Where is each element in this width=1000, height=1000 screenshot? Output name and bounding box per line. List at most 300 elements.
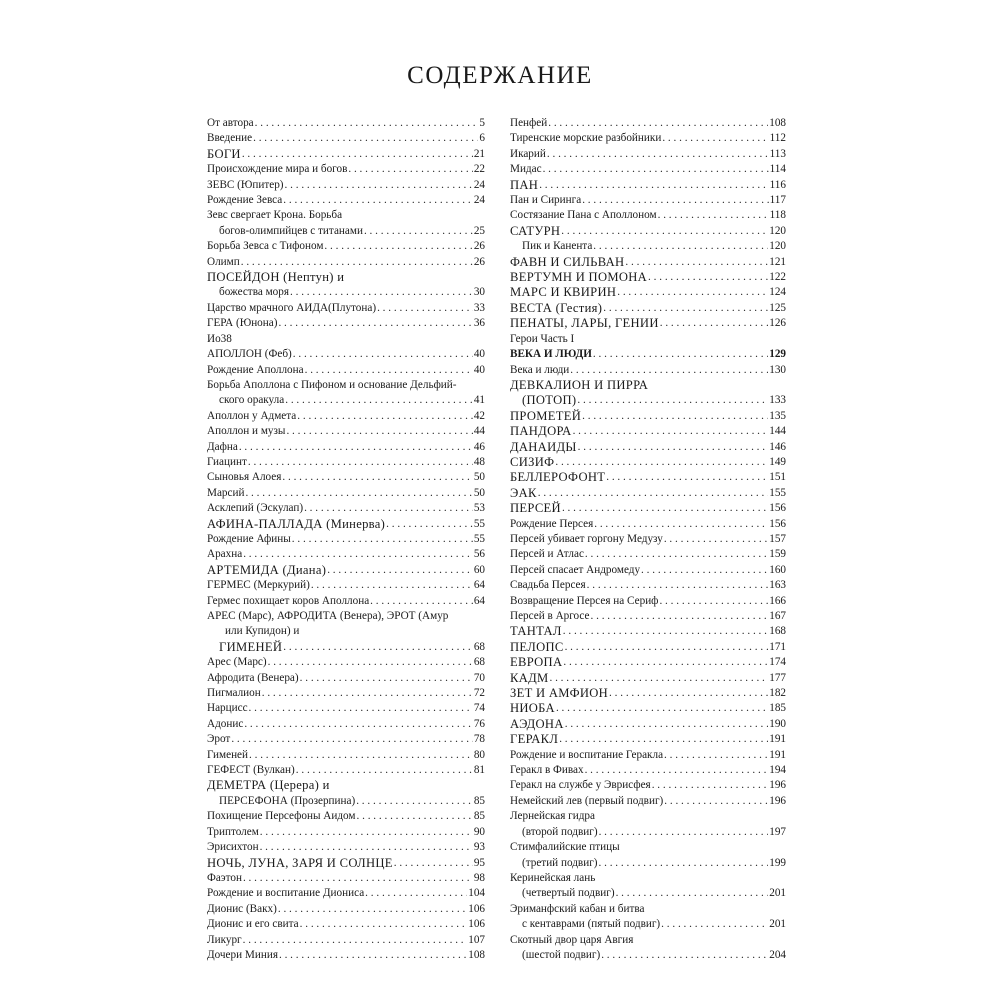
toc-entry-title: ЕВРОПА bbox=[510, 655, 563, 670]
dot-leader bbox=[659, 594, 768, 609]
toc-entry-title: Сыновья Алоея bbox=[207, 471, 282, 484]
toc-entry bbox=[510, 239, 786, 254]
toc-page-number: 197 bbox=[769, 825, 786, 838]
toc-page-number: 196 bbox=[769, 779, 786, 792]
toc-page-number: 25 bbox=[473, 224, 485, 237]
toc-entry-title: Рождение Зевса bbox=[207, 194, 283, 207]
toc-entry bbox=[510, 701, 786, 716]
toc-page-number: 90 bbox=[473, 825, 485, 838]
dot-leader bbox=[242, 147, 473, 162]
toc-entry-title: Афродита (Венера) bbox=[207, 671, 299, 684]
toc-entry-title: КАДМ bbox=[510, 670, 549, 685]
dot-leader bbox=[260, 825, 473, 840]
toc-page-number: 95 bbox=[473, 856, 485, 869]
toc-entry-title: Дионис (Вакх) bbox=[207, 902, 277, 915]
toc-entry-title: Мидас bbox=[510, 163, 542, 176]
toc-entry-title: Возвращение Персея на Сериф bbox=[510, 594, 659, 607]
toc-entry-title: Персей спасает Андромеду bbox=[510, 563, 641, 576]
toc-page-number: 194 bbox=[769, 764, 786, 777]
dot-leader bbox=[282, 470, 472, 485]
toc-page-number: 50 bbox=[473, 486, 485, 499]
page-title: СОДЕРЖАНИЕ bbox=[407, 62, 593, 89]
toc-page-number: 106 bbox=[468, 902, 485, 915]
toc-entry-title: АПОЛЛОН (Феб) bbox=[207, 348, 292, 361]
toc-entry-title: ВЕРТУМН И ПОМОНА bbox=[510, 270, 648, 285]
dot-leader bbox=[356, 794, 473, 809]
toc-entry bbox=[510, 517, 786, 532]
dot-leader bbox=[625, 255, 768, 270]
dot-leader bbox=[327, 563, 473, 578]
toc-page-number: 114 bbox=[769, 163, 786, 176]
dot-leader bbox=[662, 131, 768, 146]
dot-leader bbox=[248, 455, 473, 470]
toc-entry bbox=[510, 856, 786, 871]
dot-leader bbox=[377, 301, 473, 316]
toc-entry-title: Триптолем bbox=[207, 825, 259, 838]
dot-leader bbox=[262, 686, 473, 701]
dot-leader bbox=[249, 748, 473, 763]
toc-entry bbox=[510, 116, 786, 131]
toc-entry-title: Рождение Персея bbox=[510, 517, 594, 530]
dot-leader bbox=[538, 486, 769, 501]
toc-entry-title: Состязание Пана с Аполлоном bbox=[510, 209, 657, 222]
toc-entry-title: От автора bbox=[207, 117, 254, 129]
toc-page-number: 40 bbox=[473, 348, 485, 361]
toc-page-number: 55 bbox=[473, 532, 485, 545]
toc-page-number: 121 bbox=[769, 255, 786, 268]
toc-entry-title: Пан и Сиринга bbox=[510, 194, 582, 207]
toc-entry-title: ВЕСТА (Гестия) bbox=[510, 300, 603, 315]
toc-page-number: 120 bbox=[769, 224, 786, 237]
toc-entry-title: АЭДОНА bbox=[510, 716, 564, 731]
toc-entry bbox=[207, 933, 485, 948]
toc-entry-title: ГЕРА (Юнона) bbox=[207, 317, 278, 330]
toc-page-number: 33 bbox=[473, 301, 485, 314]
toc-entry bbox=[207, 578, 485, 593]
toc-entry-title: ГЕРАКЛ bbox=[510, 732, 559, 747]
toc-page-number: 113 bbox=[769, 147, 786, 160]
dot-leader bbox=[300, 671, 473, 686]
toc-entry bbox=[207, 840, 485, 855]
toc-entry bbox=[207, 640, 485, 655]
toc-entry bbox=[207, 255, 485, 270]
toc-entry bbox=[510, 671, 786, 686]
toc-entry-title: МАРС И КВИРИН bbox=[510, 285, 617, 300]
toc-entry bbox=[510, 948, 786, 963]
dot-leader bbox=[585, 763, 769, 778]
toc-page-number: 74 bbox=[473, 702, 485, 715]
toc-page-number: 204 bbox=[769, 948, 786, 961]
toc-page-number: 64 bbox=[473, 579, 485, 592]
dot-leader bbox=[255, 116, 479, 131]
toc-entry-title: ПРОМЕТЕЙ bbox=[510, 408, 582, 423]
dot-leader bbox=[562, 501, 768, 516]
toc-entry bbox=[510, 501, 786, 516]
toc-entry-title: Века и люди bbox=[510, 363, 570, 376]
toc-page-number: 191 bbox=[769, 733, 786, 746]
toc-entry-title: Борьба Аполлона с Пифоном и основание Дельфий- bbox=[207, 378, 457, 391]
toc-page-number: 196 bbox=[769, 794, 786, 807]
toc-page-number: 98 bbox=[473, 871, 485, 884]
toc-entry bbox=[510, 732, 786, 747]
toc-entry bbox=[207, 316, 485, 331]
toc-page-number: 70 bbox=[473, 671, 485, 684]
toc-page-number: 78 bbox=[473, 733, 485, 746]
dot-leader bbox=[593, 347, 768, 362]
toc-page-number: 106 bbox=[468, 918, 485, 931]
toc-entry bbox=[207, 239, 485, 254]
toc-entry bbox=[207, 825, 485, 840]
dot-leader bbox=[549, 671, 768, 686]
dot-leader bbox=[664, 532, 768, 547]
toc-entry bbox=[207, 886, 485, 901]
toc-entry bbox=[510, 655, 786, 670]
toc-entry-title: Рождение Аполлона bbox=[207, 363, 304, 376]
toc-entry-title: Адонис bbox=[207, 717, 244, 730]
toc-entry-title: ПОСЕЙДОН (Нептун) и bbox=[207, 270, 345, 285]
dot-leader bbox=[582, 193, 768, 208]
toc-page-number: 118 bbox=[769, 209, 786, 222]
dot-leader bbox=[577, 393, 768, 408]
toc-entry bbox=[207, 794, 485, 809]
toc-entry bbox=[510, 578, 786, 593]
toc-entry-title: богов-олимпийцев с титанами bbox=[219, 224, 363, 237]
toc-page-number: 22 bbox=[473, 163, 485, 176]
toc-entry bbox=[510, 255, 786, 270]
toc-entry bbox=[510, 917, 786, 932]
toc-entry bbox=[207, 455, 485, 470]
toc-page-number: 177 bbox=[769, 671, 786, 684]
toc-page-number: 53 bbox=[473, 502, 485, 515]
dot-leader bbox=[300, 917, 468, 932]
toc-page-number: 48 bbox=[473, 455, 485, 468]
toc-page-number: 68 bbox=[473, 640, 485, 653]
toc-entry-title: Происхождение мира и богов bbox=[207, 163, 348, 176]
toc-entry bbox=[207, 871, 485, 886]
toc-entry bbox=[207, 162, 485, 177]
toc-entry bbox=[510, 763, 786, 778]
toc-page-number: 42 bbox=[473, 409, 485, 422]
toc-entry-title: с кентаврами (пятый подвиг) bbox=[522, 918, 661, 931]
toc-column-right bbox=[510, 116, 786, 963]
dot-leader bbox=[292, 532, 473, 547]
toc-entry-title: ДЕМЕТРА (Церера) и bbox=[207, 778, 330, 793]
toc-page-number: 191 bbox=[769, 748, 786, 761]
toc-page-number: 174 bbox=[769, 656, 786, 669]
toc-entry-title: Тиренские морские разбойники bbox=[510, 132, 662, 145]
toc-entry-title: АФИНА-ПАЛЛАДА (Минерва) bbox=[207, 516, 386, 531]
toc-entry bbox=[510, 224, 786, 239]
dot-leader bbox=[573, 424, 769, 439]
toc-page-number: 166 bbox=[769, 594, 786, 607]
dot-leader bbox=[594, 517, 768, 532]
dot-leader bbox=[641, 563, 768, 578]
toc-page-number: 156 bbox=[769, 502, 786, 515]
toc-entry-title: АРТЕМИДА (Диана) bbox=[207, 562, 327, 577]
dot-leader bbox=[268, 655, 473, 670]
toc-entry-title: Персей в Аргосе bbox=[510, 610, 590, 622]
toc-entry-title: ЗЕТ И АМФИОН bbox=[510, 686, 609, 701]
toc-entry-title: Рождение и воспитание Диониса bbox=[207, 887, 365, 900]
dot-leader bbox=[658, 208, 769, 223]
toc-entry-title: Царство мрачного АИДА(Плутона) bbox=[207, 301, 377, 314]
toc-entry-title: БОГИ bbox=[207, 146, 241, 161]
toc-entry bbox=[207, 732, 485, 747]
toc-entry-title: СИЗИФ bbox=[510, 454, 555, 469]
toc-entry-title: (третий подвиг) bbox=[522, 856, 598, 869]
toc-page-number: 122 bbox=[769, 271, 786, 284]
toc-entry bbox=[207, 532, 485, 547]
dot-leader bbox=[561, 224, 768, 239]
dot-leader bbox=[278, 316, 472, 331]
toc-entry-title: Скотный двор царя Авгия bbox=[510, 933, 634, 946]
toc-entry bbox=[207, 948, 485, 963]
toc-entry-title: Зевс свергает Крона. Борьба bbox=[207, 209, 343, 222]
dot-leader bbox=[364, 224, 473, 239]
toc-entry-title: ЗЕВС (Юпитер) bbox=[207, 178, 284, 191]
toc-entry bbox=[510, 363, 786, 378]
toc-entry-title: Геракл в Фивах bbox=[510, 764, 584, 777]
dot-leader bbox=[243, 933, 468, 948]
toc-page-number: 160 bbox=[769, 563, 786, 576]
dot-leader bbox=[285, 393, 473, 408]
toc-entry bbox=[510, 440, 786, 455]
toc-entry bbox=[510, 748, 786, 763]
toc-column-left bbox=[207, 116, 485, 963]
toc-page-number: 76 bbox=[473, 717, 485, 730]
toc-entry bbox=[510, 270, 786, 285]
toc-entry bbox=[207, 470, 485, 485]
toc-entry bbox=[510, 470, 786, 485]
dot-leader bbox=[231, 732, 472, 747]
toc-entry-title: БЕЛЛЕРОФОНТ bbox=[510, 470, 606, 485]
toc-entry bbox=[207, 363, 485, 378]
toc-entry bbox=[510, 825, 786, 840]
toc-page-number: 60 bbox=[473, 563, 485, 576]
toc-entry bbox=[207, 717, 485, 732]
toc-page-number: 190 bbox=[769, 717, 786, 730]
dot-leader bbox=[283, 640, 473, 655]
toc-page-number: 21 bbox=[473, 147, 485, 160]
toc-page-number: 80 bbox=[473, 748, 485, 761]
toc-entry bbox=[510, 532, 786, 547]
toc-page-number: 201 bbox=[769, 918, 786, 931]
dot-leader bbox=[243, 547, 473, 562]
toc-page-number: 85 bbox=[473, 810, 485, 823]
toc-entry bbox=[207, 224, 485, 239]
toc-entry-title: Асклепий (Эскулап) bbox=[207, 502, 304, 515]
dot-leader bbox=[547, 147, 769, 162]
dot-leader bbox=[616, 886, 769, 901]
toc-page-number: 199 bbox=[769, 856, 786, 869]
toc-entry bbox=[510, 131, 786, 146]
dot-leader bbox=[304, 501, 473, 516]
toc-entry-title: Аполлон и музы bbox=[207, 425, 286, 438]
toc-entry-title: ВЕКА И ЛЮДИ bbox=[510, 348, 592, 361]
toc-entry bbox=[207, 486, 485, 501]
toc-entry-title: Арахна bbox=[207, 548, 243, 561]
dot-leader bbox=[617, 285, 768, 300]
toc-entry-title: ГЕФЕСТ (Вулкан) bbox=[207, 764, 295, 777]
toc-entry bbox=[207, 193, 485, 208]
toc-page-number: 55 bbox=[473, 517, 485, 530]
dot-leader bbox=[311, 578, 473, 593]
toc-entry-title: Персей убивает горгону Медузу bbox=[510, 532, 663, 545]
toc-entry-title: (шестой подвиг) bbox=[522, 948, 601, 961]
toc-page-number: 135 bbox=[769, 409, 786, 422]
toc-entry-title: ТАНТАЛ bbox=[510, 624, 562, 639]
toc-entry-title: САТУРН bbox=[510, 223, 561, 238]
toc-entry-title: Борьба Зевса с Тифоном bbox=[207, 240, 324, 253]
dot-leader bbox=[578, 440, 769, 455]
toc-page-number: 41 bbox=[473, 394, 485, 407]
dot-leader bbox=[599, 856, 769, 871]
toc-entry bbox=[510, 686, 786, 701]
toc-entry-title: Похищение Персефоны Аидом bbox=[207, 810, 356, 823]
toc-entry bbox=[207, 116, 485, 131]
dot-leader bbox=[563, 655, 768, 670]
toc-page-number: 108 bbox=[769, 117, 786, 129]
toc-entry bbox=[207, 285, 485, 300]
toc-entry-title: ГЕРМЕС (Меркурий) bbox=[207, 579, 310, 592]
toc-entry-title: Гименей bbox=[207, 748, 249, 761]
toc-page-number: 157 bbox=[769, 532, 786, 545]
dot-leader bbox=[239, 440, 473, 455]
toc-entry-title: Дочери Миния bbox=[207, 948, 278, 961]
toc-entry bbox=[510, 717, 786, 732]
dot-leader bbox=[290, 285, 473, 300]
toc-entry bbox=[207, 748, 485, 763]
dot-leader bbox=[570, 363, 768, 378]
toc-entry bbox=[207, 902, 485, 917]
toc-entry-title: Эрисихтон bbox=[207, 841, 259, 854]
dot-leader bbox=[599, 825, 769, 840]
toc-entry bbox=[510, 208, 786, 223]
toc-entry-title: ДАНАИДЫ bbox=[510, 439, 577, 454]
toc-entry-title: Керинейская лань bbox=[510, 871, 596, 884]
toc-entry bbox=[510, 162, 786, 177]
dot-leader bbox=[249, 701, 473, 716]
toc-entry bbox=[207, 671, 485, 686]
toc-page-number: 151 bbox=[769, 471, 786, 484]
toc-entry bbox=[510, 347, 786, 362]
toc-page-number: 81 bbox=[473, 764, 485, 777]
dot-leader bbox=[394, 856, 473, 871]
dot-leader bbox=[348, 162, 472, 177]
dot-leader bbox=[543, 162, 769, 177]
toc-entry-title: Фаэтон bbox=[207, 871, 242, 884]
toc-page-number: 107 bbox=[468, 933, 485, 946]
dot-leader bbox=[245, 486, 472, 501]
toc-entry-title: Ио38 bbox=[207, 332, 232, 345]
toc-entry-title: Гиацинт bbox=[207, 455, 247, 468]
toc-entry-title: Икарий bbox=[510, 147, 546, 160]
dot-leader bbox=[278, 902, 467, 917]
toc-entry-title: Персей и Атлас bbox=[510, 548, 584, 561]
toc-entry-title: Гермес похищает коров Аполлона bbox=[207, 594, 370, 607]
toc-entry-title: Рождение Афины bbox=[207, 532, 291, 545]
dot-leader bbox=[324, 239, 472, 254]
toc-entry-title: Дионис и его свита bbox=[207, 918, 299, 931]
toc-entry-title: Геракл на службе у Эврисфея bbox=[510, 779, 651, 792]
toc-entry bbox=[510, 455, 786, 470]
toc-entry bbox=[510, 886, 786, 901]
toc-page-number: 133 bbox=[769, 394, 786, 407]
toc-entry bbox=[207, 763, 485, 778]
dot-leader bbox=[664, 794, 768, 809]
dot-leader bbox=[648, 270, 768, 285]
dot-leader bbox=[286, 424, 472, 439]
toc-page-number: 72 bbox=[473, 687, 485, 700]
toc-entry bbox=[207, 655, 485, 670]
dot-leader bbox=[241, 255, 473, 270]
toc-page-number: 30 bbox=[473, 286, 485, 299]
toc-entry bbox=[510, 547, 786, 562]
toc-entry-title: НИОБА bbox=[510, 701, 555, 716]
toc-page-number: 167 bbox=[769, 610, 786, 622]
toc-page-number: 168 bbox=[769, 625, 786, 638]
toc-page-number: 163 bbox=[769, 579, 786, 592]
toc-entry bbox=[207, 347, 485, 362]
toc-entry-title: ПАН bbox=[510, 177, 539, 192]
toc-entry-title: Эрот bbox=[207, 733, 231, 746]
toc-page-number: 50 bbox=[473, 471, 485, 484]
toc-entry-title: Дафна bbox=[207, 440, 238, 453]
toc-page-number: 155 bbox=[769, 486, 786, 499]
toc-entry bbox=[207, 501, 485, 516]
toc-entry bbox=[510, 778, 786, 793]
toc-entry bbox=[510, 393, 786, 408]
toc-entry bbox=[207, 563, 485, 578]
toc-entry bbox=[510, 640, 786, 655]
toc-entry bbox=[510, 624, 786, 639]
toc-page-number: 129 bbox=[769, 348, 786, 361]
toc-entry-title: Герои Часть I bbox=[510, 332, 575, 345]
dot-leader bbox=[243, 871, 473, 886]
dot-leader bbox=[305, 363, 473, 378]
toc-entry-title: ПАНДОРА bbox=[510, 424, 572, 439]
dot-leader bbox=[660, 316, 768, 331]
toc-entry bbox=[207, 594, 485, 609]
dot-leader bbox=[357, 809, 473, 824]
dot-leader bbox=[279, 948, 467, 963]
toc-page-number: 149 bbox=[769, 455, 786, 468]
toc-entry bbox=[510, 563, 786, 578]
toc-entry-title: ского оракула bbox=[219, 394, 285, 407]
toc-entry-title: Арес (Марс) bbox=[207, 656, 267, 669]
toc-entry bbox=[207, 424, 485, 439]
dot-leader bbox=[386, 517, 473, 532]
toc-page-number: 125 bbox=[769, 301, 786, 314]
toc-entry bbox=[207, 131, 485, 146]
dot-leader bbox=[565, 717, 769, 732]
toc-entry-title: ФАВН И СИЛЬВАН bbox=[510, 254, 625, 269]
dot-leader bbox=[591, 609, 769, 624]
toc-entry-title: ПЕЛОПС bbox=[510, 639, 564, 654]
toc-entry bbox=[510, 178, 786, 193]
toc-page-number: 171 bbox=[769, 640, 786, 653]
dot-leader bbox=[297, 409, 473, 424]
dot-leader bbox=[587, 578, 769, 593]
toc-page-number: 182 bbox=[769, 687, 786, 700]
toc-page-number: 108 bbox=[468, 948, 485, 961]
dot-leader bbox=[565, 640, 769, 655]
toc-entry-title: ПЕНАТЫ, ЛАРЫ, ГЕНИИ bbox=[510, 316, 659, 331]
toc-entry bbox=[207, 917, 485, 932]
dot-leader bbox=[370, 594, 473, 609]
toc-page-number: 64 bbox=[473, 594, 485, 607]
toc-entry bbox=[207, 301, 485, 316]
